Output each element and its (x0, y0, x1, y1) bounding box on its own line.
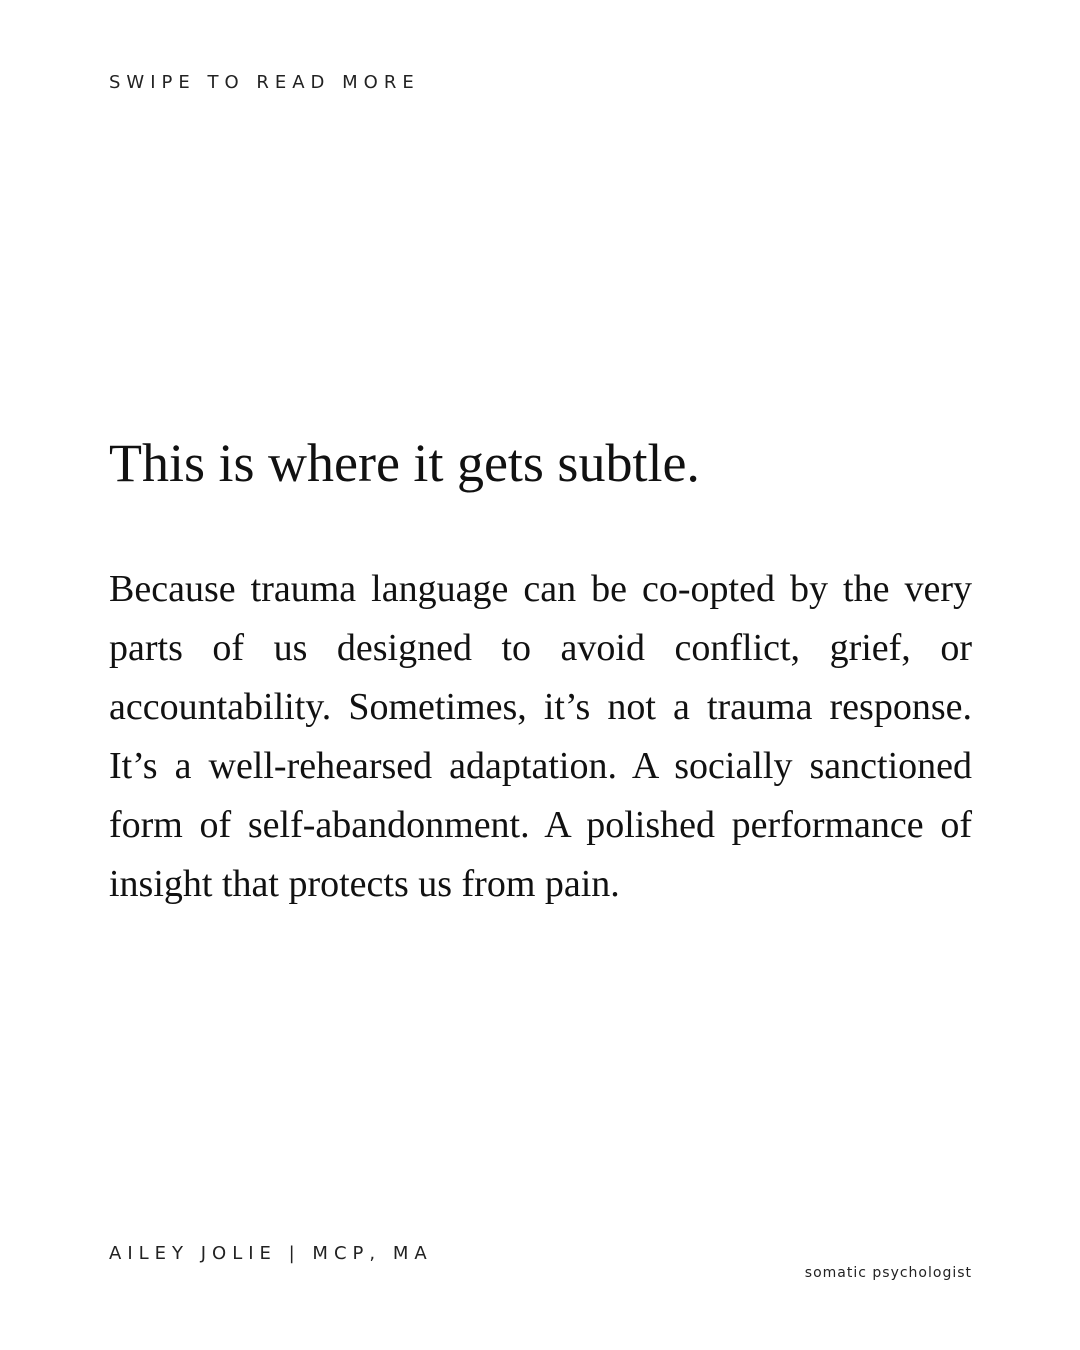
author-credit: AILEY JOLIE | MCP, MA (109, 1243, 433, 1264)
page-heading: This is where it gets subtle. (109, 433, 700, 493)
swipe-caption: SWIPE TO READ MORE (109, 72, 420, 93)
author-role: somatic psychologist (804, 1265, 972, 1281)
body-paragraph: Because trauma language can be co-opted by the very parts of us designed to avoid conflict, grief, or accountability. Sometimes, it’s not a trauma response. It’s a well-rehearsed adaptation. A socially sanctioned form of self-abandonment. A polished performance of insight that protects us from pain. (109, 568, 972, 905)
main-content (109, 428, 972, 914)
